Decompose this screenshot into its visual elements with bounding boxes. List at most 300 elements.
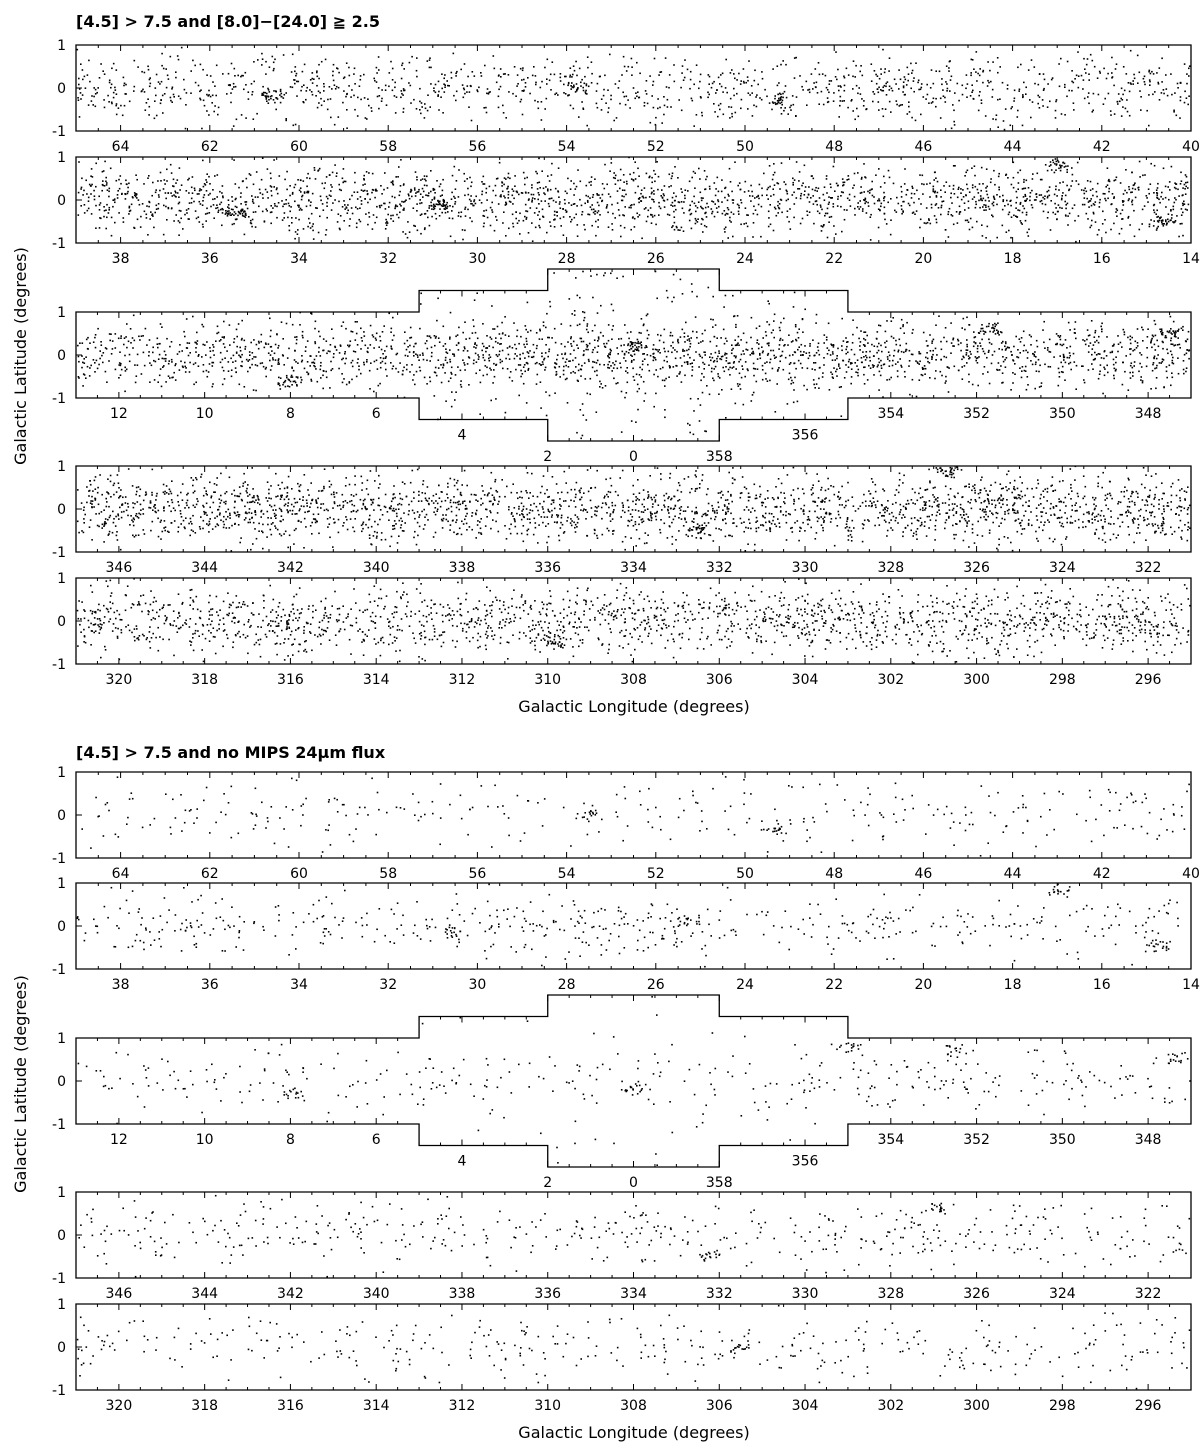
data-point [469, 199, 471, 201]
data-point [348, 85, 350, 87]
data-point [535, 75, 537, 77]
data-point [85, 377, 87, 379]
data-point [865, 355, 867, 357]
data-point [706, 176, 708, 178]
data-point [843, 184, 845, 186]
data-point [114, 202, 116, 204]
data-point [911, 193, 913, 195]
data-point [1113, 364, 1115, 366]
data-point [205, 220, 207, 222]
data-point [976, 80, 978, 82]
data-point [768, 226, 770, 228]
data-point [539, 219, 541, 221]
data-point [607, 212, 609, 214]
data-point [367, 98, 369, 100]
data-point [486, 367, 488, 369]
data-point [149, 106, 151, 108]
data-point [451, 192, 453, 194]
data-point [165, 381, 167, 383]
data-point [1181, 223, 1183, 225]
data-point [572, 74, 574, 76]
data-point [964, 175, 966, 177]
data-point [1061, 207, 1063, 209]
data-point [484, 215, 486, 217]
data-point [283, 97, 285, 99]
data-point [761, 99, 763, 101]
data-point [851, 99, 853, 101]
data-point [1060, 167, 1062, 169]
data-point [78, 214, 80, 216]
data-point [1170, 220, 1172, 222]
data-point [963, 196, 965, 198]
data-point [407, 221, 409, 223]
data-point [1063, 162, 1065, 164]
data-point [1129, 189, 1131, 191]
data-point [880, 89, 882, 91]
data-point [879, 362, 881, 364]
data-point [755, 209, 757, 211]
data-point [550, 189, 552, 191]
data-point [426, 340, 428, 342]
data-point [1173, 206, 1175, 208]
data-point [1048, 190, 1050, 192]
data-point [786, 200, 788, 202]
data-point [657, 108, 659, 110]
data-point [334, 199, 336, 201]
data-point [309, 222, 311, 224]
data-point [615, 183, 617, 185]
data-point [655, 117, 657, 119]
data-point [403, 108, 405, 110]
data-point [631, 178, 633, 180]
data-point [753, 368, 755, 370]
data-point [756, 196, 758, 198]
data-point [991, 363, 993, 365]
data-point [136, 194, 138, 196]
data-point [638, 175, 640, 177]
data-point [1110, 229, 1112, 231]
data-point [631, 66, 633, 68]
data-point [329, 174, 331, 176]
data-point [897, 370, 899, 372]
data-point [1002, 341, 1004, 343]
data-point [1044, 195, 1046, 197]
data-point [175, 77, 177, 79]
data-point [752, 115, 754, 117]
data-point [338, 184, 340, 186]
data-point [777, 100, 779, 102]
data-point [978, 95, 980, 97]
data-point [591, 61, 593, 63]
data-point [334, 346, 336, 348]
data-point [649, 75, 651, 77]
data-point [376, 217, 378, 219]
data-point [1088, 103, 1090, 105]
data-point [357, 198, 359, 200]
data-point [778, 82, 780, 84]
data-point [335, 88, 337, 90]
data-point [265, 376, 267, 378]
data-point [1065, 195, 1067, 197]
data-point [741, 377, 743, 379]
data-point [591, 209, 593, 211]
data-point [667, 199, 669, 201]
data-point [1007, 347, 1009, 349]
data-point [998, 176, 1000, 178]
data-point [887, 81, 889, 83]
data-point [128, 183, 130, 185]
data-point [161, 53, 163, 55]
data-point [561, 323, 563, 325]
data-point [171, 88, 173, 90]
data-point [1166, 224, 1168, 226]
data-point [1025, 87, 1027, 89]
data-point [982, 206, 984, 208]
data-point [663, 114, 665, 116]
data-point [299, 190, 301, 192]
data-point [610, 99, 612, 101]
data-point [1169, 181, 1171, 183]
data-point [1059, 182, 1061, 184]
data-point [907, 189, 909, 191]
data-point [1072, 174, 1074, 176]
data-point [1026, 180, 1028, 182]
data-point [342, 178, 344, 180]
data-point [539, 187, 541, 189]
data-point [271, 195, 273, 197]
data-point [231, 196, 233, 198]
data-point [722, 213, 724, 215]
data-point [1077, 162, 1079, 164]
data-point [1014, 363, 1016, 365]
data-point [1139, 363, 1141, 365]
data-point [267, 168, 269, 170]
data-point [454, 197, 456, 199]
data-point [323, 209, 325, 211]
data-point [490, 225, 492, 227]
data-point [115, 333, 117, 335]
data-point [981, 99, 983, 101]
data-point [171, 359, 173, 361]
data-point [714, 111, 716, 113]
data-point [844, 77, 846, 79]
data-point [664, 200, 666, 202]
data-point [643, 353, 645, 355]
data-point [522, 353, 524, 355]
data-point [968, 221, 970, 223]
data-point [1158, 199, 1160, 201]
data-point [483, 346, 485, 348]
data-point [429, 106, 431, 108]
data-point [661, 189, 663, 191]
data-point [349, 218, 351, 220]
data-point [232, 200, 234, 202]
data-point [913, 202, 915, 204]
data-point [233, 342, 235, 344]
data-point [1020, 170, 1022, 172]
x-ticks [97, 269, 1169, 441]
data-point [724, 231, 726, 233]
data-point [425, 343, 427, 345]
data-point [584, 76, 586, 78]
data-point [338, 213, 340, 215]
data-point [941, 205, 943, 207]
data-point [596, 375, 598, 377]
data-point [239, 347, 241, 349]
data-point [1101, 357, 1103, 359]
data-point [213, 111, 215, 113]
data-point [1030, 360, 1032, 362]
data-point [384, 203, 386, 205]
data-point [1132, 375, 1134, 377]
y-tick-label: 1 [57, 38, 66, 54]
data-point [366, 171, 368, 173]
data-point [492, 347, 494, 349]
data-point [171, 172, 173, 174]
data-point [782, 93, 784, 95]
data-point [1045, 204, 1047, 206]
data-point [1137, 345, 1139, 347]
data-point [1166, 377, 1168, 379]
data-point [273, 186, 275, 188]
data-point [387, 214, 389, 216]
data-point [239, 384, 241, 386]
data-point [1025, 195, 1027, 197]
data-point [901, 205, 903, 207]
data-point [1057, 160, 1059, 162]
data-point [1023, 196, 1025, 198]
data-point [898, 203, 900, 205]
data-point [730, 98, 732, 100]
data-point [597, 83, 599, 85]
data-point [968, 324, 970, 326]
data-point [870, 367, 872, 369]
data-point [763, 173, 765, 175]
data-point [876, 83, 878, 85]
data-point [718, 201, 720, 203]
data-point [1058, 63, 1060, 65]
data-point [781, 104, 783, 106]
data-point [538, 211, 540, 213]
data-point [884, 182, 886, 184]
data-point [1127, 337, 1129, 339]
data-point [108, 212, 110, 214]
data-point [988, 197, 990, 199]
data-point [1047, 196, 1049, 198]
data-point [301, 355, 303, 357]
data-point [635, 192, 637, 194]
data-point [198, 216, 200, 218]
data-point [79, 116, 81, 118]
data-point [1073, 82, 1075, 84]
data-point [1004, 359, 1006, 361]
data-point [1076, 75, 1078, 77]
data-point [919, 227, 921, 229]
data-point [106, 217, 108, 219]
data-point [891, 88, 893, 90]
data-point [694, 172, 696, 174]
data-point [535, 82, 537, 84]
data-point [1020, 222, 1022, 224]
data-point [925, 357, 927, 359]
data-point [1115, 362, 1117, 364]
data-point [324, 182, 326, 184]
data-point [346, 384, 348, 386]
data-point [711, 371, 713, 373]
data-point [407, 346, 409, 348]
data-point [155, 361, 157, 363]
data-point [113, 97, 115, 99]
data-point [559, 366, 561, 368]
x-tick-label: 40 [1182, 139, 1200, 155]
data-point [243, 215, 245, 217]
data-point [253, 61, 255, 63]
data-point [702, 392, 704, 394]
data-point [833, 225, 835, 227]
data-point [721, 191, 723, 193]
data-point [273, 159, 275, 161]
data-point [179, 222, 181, 224]
data-point [78, 84, 80, 86]
data-point [1111, 203, 1113, 205]
data-point [737, 185, 739, 187]
data-point [736, 93, 738, 95]
data-point [245, 84, 247, 86]
data-point [1022, 125, 1024, 127]
data-point [699, 178, 701, 180]
data-point [799, 75, 801, 77]
data-point [690, 79, 692, 81]
data-point [1166, 366, 1168, 368]
data-point [1071, 167, 1073, 169]
data-point [713, 201, 715, 203]
data-point [783, 110, 785, 112]
data-point [533, 344, 535, 346]
data-point [145, 328, 147, 330]
data-point [1013, 187, 1015, 189]
data-point [137, 66, 139, 68]
data-point [726, 92, 728, 94]
data-point [331, 186, 333, 188]
data-point [913, 91, 915, 93]
data-point [926, 352, 928, 354]
data-point [447, 206, 449, 208]
data-point [209, 183, 211, 185]
data-point [858, 369, 860, 371]
data-point [1105, 200, 1107, 202]
data-point [941, 207, 943, 209]
data-point [603, 95, 605, 97]
data-point [136, 197, 138, 199]
data-point [1067, 165, 1069, 167]
data-point [1146, 195, 1148, 197]
data-point [563, 84, 565, 86]
data-point [275, 97, 277, 99]
data-point [1160, 362, 1162, 364]
data-point [772, 188, 774, 190]
data-point [192, 176, 194, 178]
data-point [777, 94, 779, 96]
data-point [336, 86, 338, 88]
data-point [525, 210, 527, 212]
data-point [1122, 106, 1124, 108]
data-point [226, 93, 228, 95]
data-point [972, 90, 974, 92]
data-point [818, 62, 820, 64]
data-point [794, 203, 796, 205]
data-point [1011, 106, 1013, 108]
data-point [633, 204, 635, 206]
data-point [346, 62, 348, 64]
data-point [986, 357, 988, 359]
data-point [980, 345, 982, 347]
data-point [241, 320, 243, 322]
data-point [1144, 84, 1146, 86]
data-point [146, 102, 148, 104]
data-point [253, 118, 255, 120]
data-point [399, 204, 401, 206]
data-point [178, 95, 180, 97]
data-point [405, 199, 407, 201]
data-point [1072, 180, 1074, 182]
data-point [704, 363, 706, 365]
data-point [90, 193, 92, 195]
data-point [600, 383, 602, 385]
data-point [540, 87, 542, 89]
data-point [904, 168, 906, 170]
data-point [651, 222, 653, 224]
data-point [466, 178, 468, 180]
data-point [769, 380, 771, 382]
data-point [563, 234, 565, 236]
data-point [270, 212, 272, 214]
data-point [740, 339, 742, 341]
data-point [525, 325, 527, 327]
data-point [411, 196, 413, 198]
data-point [153, 227, 155, 229]
data-point [570, 353, 572, 355]
data-point [462, 229, 464, 231]
data-point [1132, 188, 1134, 190]
data-point [687, 69, 689, 71]
data-point [994, 351, 996, 353]
data-point [482, 354, 484, 356]
data-point [216, 333, 218, 335]
data-point [440, 183, 442, 185]
data-point [91, 213, 93, 215]
data-point [361, 189, 363, 191]
data-point [1078, 215, 1080, 217]
data-point [657, 334, 659, 336]
data-point [464, 93, 466, 95]
data-point [788, 221, 790, 223]
data-point [372, 228, 374, 230]
data-point [700, 192, 702, 194]
data-point [251, 364, 253, 366]
data-point [353, 95, 355, 97]
data-point [789, 363, 791, 365]
data-point [584, 362, 586, 364]
data-point [1058, 161, 1060, 163]
data-point [242, 213, 244, 215]
data-point [420, 193, 422, 195]
data-point [464, 348, 466, 350]
data-point [216, 204, 218, 206]
data-point [466, 91, 468, 93]
data-point [141, 71, 143, 73]
data-point [418, 189, 420, 191]
data-point [521, 79, 523, 81]
